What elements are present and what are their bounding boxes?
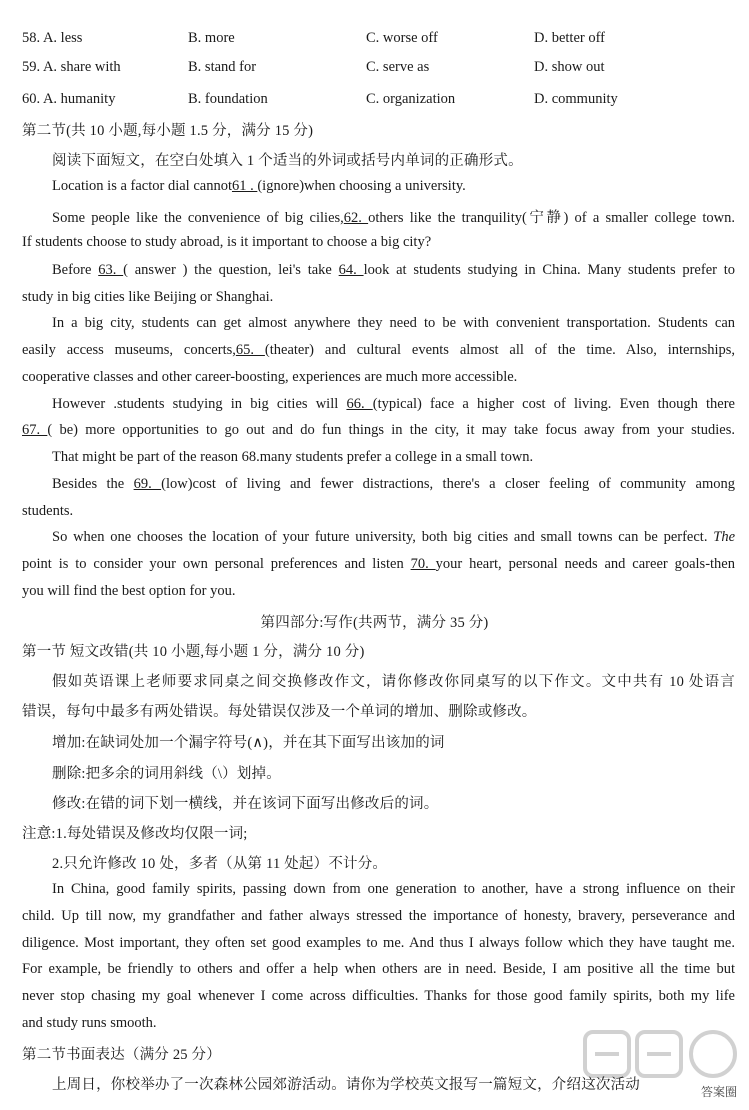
option-a: 60. A. humanity: [22, 91, 116, 107]
passage-line-9: [52, 396, 735, 413]
option-d: D. show out: [534, 59, 605, 75]
essay-line-6: and study runs smooth.: [22, 1015, 157, 1031]
passage-line-3: If students choose to study abroad, is it important to choose a big city?: [22, 234, 432, 250]
text: However .students studying in big cities will: [52, 396, 347, 412]
essay-line-1: In China, good family spirits, passing down from one generation to another, have a strong influence on their: [52, 881, 735, 897]
option-a: 58. A. less: [22, 30, 83, 46]
text: Besides the: [52, 476, 134, 492]
passage-line-14: [52, 529, 735, 546]
option-b: B. foundation: [188, 91, 268, 107]
text: Before: [52, 262, 99, 278]
option-d: D. better off: [534, 30, 605, 46]
passage-line-6: In a big city, students can get almost anywhere they need to be with convenient transportation. Students can: [52, 315, 735, 331]
text: look at students studying in China. Many students prefer to: [363, 262, 736, 278]
passage-line-8: cooperative classes and other career-boosting, experiences are much more accessible.: [22, 369, 518, 385]
passage-line-12: [52, 476, 735, 493]
rule-add: 增加:在缺词处加一个漏字符号(∧)，并在其下面写出该加的词: [52, 735, 445, 751]
section1-para-1: 假如英语课上老师要求同桌之间交换修改作文，请你修改你同桌写的以下作文。文中共有 10 处语言: [52, 674, 735, 690]
note-1: 注意:1.每处错误及修改均仅限一词;: [22, 826, 248, 842]
blank-69: 69.: [133, 476, 162, 492]
passage-line-4: [52, 262, 735, 279]
blank-66: 66.: [346, 396, 373, 412]
watermark-text: 答案圈: [700, 1085, 737, 1099]
essay-line-3: diligence. Most important, they often set good examples to me. And thus I always follow which they have taught me.: [22, 935, 735, 951]
essay-line-2: child. Up till now, my grandfather and father always stressed the importance of honesty, bravery, perseverance and: [22, 908, 735, 924]
rule-modify: 修改:在错的词下划一横线，并在该词下面写出修改后的词。: [52, 796, 439, 812]
text: others like the tranquility(宁静) of a smaller college town.: [368, 210, 736, 226]
blank-61: 61 .: [231, 178, 258, 194]
part4-title: 第四部分:写作(共两节，满分 35 分): [260, 615, 489, 631]
option-c: C. serve as: [366, 59, 430, 75]
passage-line-13: students.: [22, 503, 74, 519]
text: So when one chooses the location of your future university, both big cities and small towns can be perfect.: [52, 529, 714, 545]
passage-line-15: [22, 556, 735, 573]
text: your heart, personal needs and career goals-then: [435, 556, 735, 572]
option-d: D. community: [534, 91, 618, 107]
option-c: C. worse off: [366, 30, 438, 46]
blank-63: 63.: [98, 262, 124, 278]
note-2: 2.只允许修改 10 处，多者（从第 11 处起）不计分。: [52, 856, 388, 872]
option-b: B. stand for: [188, 59, 257, 75]
passage-line-7: [22, 342, 735, 359]
option-c: C. organization: [366, 91, 456, 107]
italic-text: The: [713, 529, 735, 545]
text: (theater) and cultural events almost all of the time. Also, internships,: [264, 342, 736, 358]
passage-line-10: [22, 422, 735, 439]
text: ( answer ) the question, lei's take: [123, 262, 339, 278]
passage-line-16: you will find the best option for you.: [22, 583, 236, 599]
blank-65: 65.: [235, 342, 265, 358]
text: point is to consider your own personal preferences and listen: [22, 556, 411, 572]
blank-70: 70.: [410, 556, 436, 572]
option-b: B. more: [188, 30, 235, 46]
text: easily access museums, concerts,: [22, 342, 236, 358]
passage-line-2: [52, 206, 735, 227]
text: ( be) more opportunities to go out and do fun things in the city, it may take focus away from your studies.: [47, 422, 735, 438]
essay-line-4: For example, be friendly to others and offer a help when others are in need. Beside, I am positive all the time but: [22, 961, 735, 977]
rule-delete: 删除:把多余的词用斜线（\）划掉。: [52, 766, 281, 782]
text: (ignore)when choosing a university.: [257, 178, 466, 194]
blank-62: 62.: [343, 210, 369, 226]
blank-64: 64.: [338, 262, 364, 278]
text: Some people like the convenience of big cilies,: [52, 210, 344, 226]
passage-line-11: That might be part of the reason 68.many students prefer a college in a small town.: [52, 449, 534, 465]
option-a: 59. A. share with: [22, 59, 121, 75]
essay-line-5: never stop chasing my goal whenever I come across difficulties. Thanks for those good family spirits, both my life: [22, 988, 735, 1004]
section2-title: 第二节(共 10 小题,每小题 1.5 分，满分 15 分): [22, 123, 314, 139]
blank-67: 67.: [22, 422, 48, 438]
section2-writing-para: 上周日，你校举办了一次森林公园郊游活动。请你为学校英文报写一篇短文，介绍这次活动: [52, 1077, 640, 1093]
section1-para-2: 错误，每句中最多有两处错误。每处错误仅涉及一个单词的增加、删除或修改。: [22, 704, 537, 720]
instruction: 阅读下面短文，在空白处填入 1 个适当的外词或括号内单词的正确形式。: [52, 153, 523, 169]
section1-title: 第一节 短文改错(共 10 小题,每小题 1 分，满分 10 分): [22, 644, 365, 660]
passage-line-5: study in big cities like Beijing or Shanghai.: [22, 289, 274, 305]
passage-line-1: [52, 178, 735, 195]
text: (low)cost of living and fewer distractions, there's a closer feeling of community among: [161, 476, 736, 492]
text: (typical) face a higher cost of living. Even though there: [372, 396, 735, 412]
section2-writing-title: 第二节书面表达（满分 25 分）: [22, 1047, 221, 1063]
text: Location is a factor dial cannot: [52, 178, 232, 194]
